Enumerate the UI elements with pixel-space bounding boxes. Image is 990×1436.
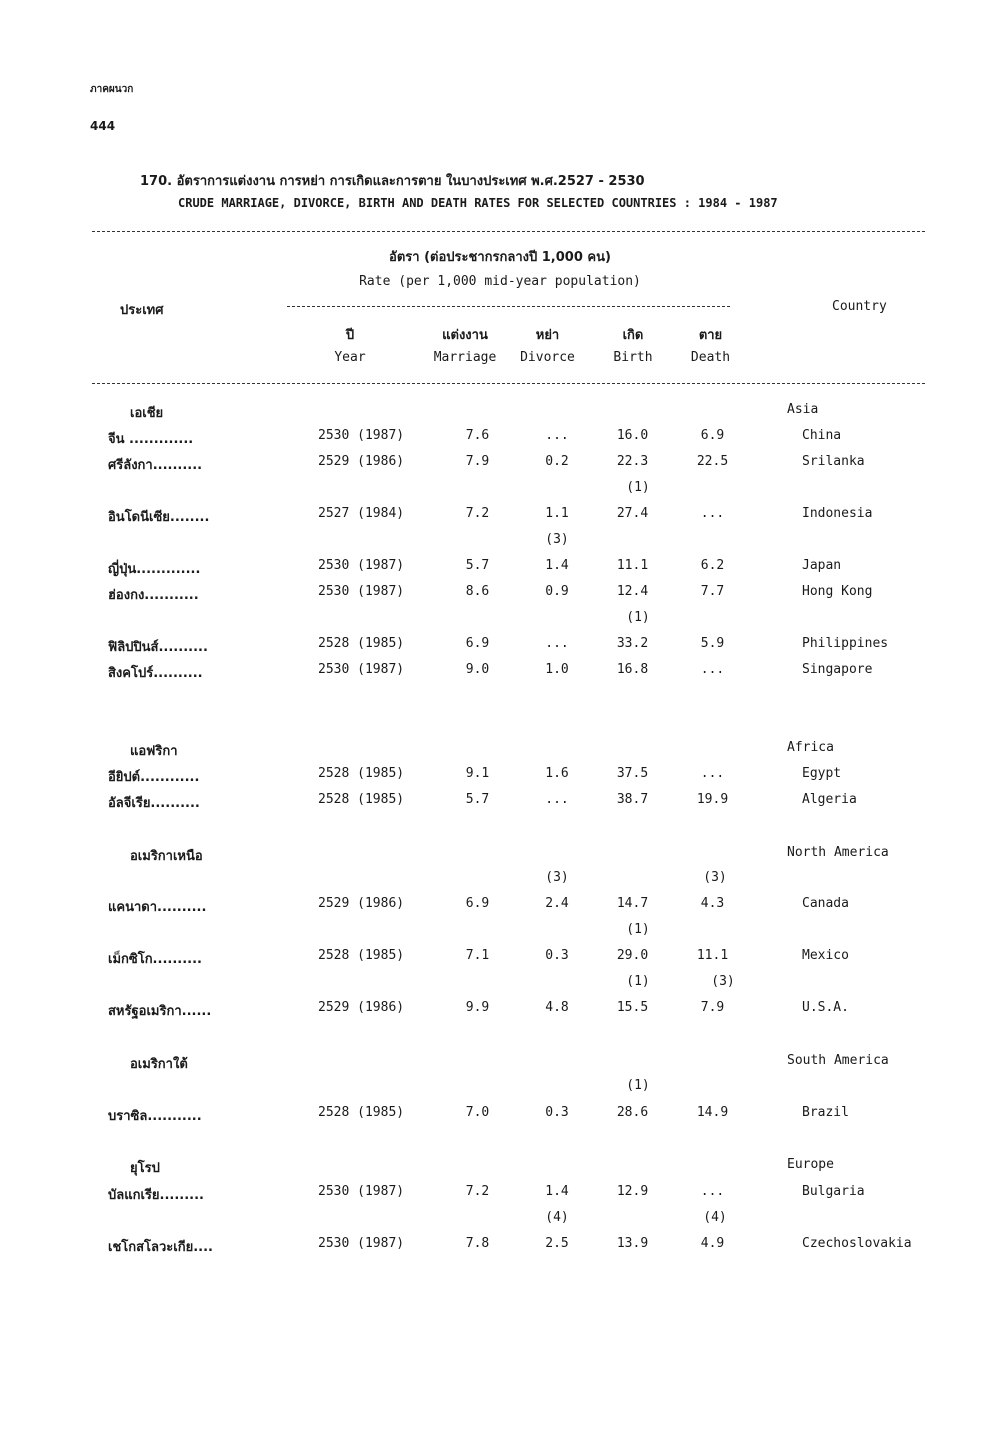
country-name-english: Canada [802,896,849,911]
country-name-english: China [802,428,842,443]
death-cell: 4.9 [700,1236,725,1251]
birth-cell: 27.4 [616,506,649,521]
marriage-header-english: Marriage [433,350,497,365]
rate-header-english: Rate (per 1,000 mid-year population) [359,274,641,289]
death-cell: 7.7 [700,584,725,599]
marriage-cell: 7.8 [465,1236,490,1251]
death-cell: 6.9 [700,428,725,443]
country-name-english: Egypt [802,766,842,781]
section-label: ภาคผนวก [90,84,134,95]
footnote-marker: (1) [626,1078,650,1093]
marriage-cell: 6.9 [465,636,490,651]
country-name-english: Indonesia [802,506,873,521]
death-header-thai: ตาย [698,328,723,343]
birth-cell: 37.5 [616,766,649,781]
death-cell: 7.9 [700,1000,725,1015]
death-cell: 22.5 [696,454,729,469]
marriage-cell: 9.9 [465,1000,490,1015]
country-name-english: Bulgaria [802,1184,865,1199]
country-name-english: U.S.A. [802,1000,849,1015]
table-title-thai: 170. อัตราการแต่งงาน การหย่า การเกิดและการตาย ในบางประเทศ พ.ศ.2527 - 2530 [140,174,645,189]
death-cell: 5.9 [700,636,725,651]
country-name-thai: ญี่ปุ่น............. [108,562,201,577]
region-thai: อเมริกาเหนือ [130,849,203,864]
birth-cell: 14.7 [616,896,649,911]
marriage-cell: 5.7 [465,792,490,807]
footnote-marker: (4) [545,1210,569,1225]
country-header-thai: ประเทศ [120,303,164,318]
country-name-thai: บัลแกเรีย......... [108,1188,204,1203]
country-name-thai: บราซิล........... [108,1109,202,1124]
table-title-english: CRUDE MARRIAGE, DIVORCE, BIRTH AND DEATH RATES FOR SELECTED COUNTRIES : 1984 - 1987 [178,196,778,210]
birth-cell: 33.2 [616,636,649,651]
divorce-cell: 1.6 [545,766,569,781]
marriage-cell: 7.9 [465,454,490,469]
birth-cell: 11.1 [616,558,649,573]
region-thai: อเมริกาใต้ [130,1057,188,1072]
marriage-cell: 7.2 [465,506,490,521]
marriage-cell: 7.1 [465,948,490,963]
country-name-english: Brazil [802,1105,849,1120]
country-name-english: Hong Kong [802,584,873,599]
birth-cell: 28.6 [616,1105,649,1120]
divorce-cell: 0.2 [545,454,569,469]
page-number: 444 [90,119,116,133]
region-thai: แอฟริกา [130,744,178,759]
country-name-thai: ศรีลังกา.......... [108,458,203,473]
birth-cell: 38.7 [616,792,649,807]
divorce-cell: 1.4 [545,1184,569,1199]
footnote-marker: (3) [711,974,735,989]
country-name-thai: สหรัฐอเมริกา...... [108,1004,212,1019]
top-rule [92,231,925,232]
marriage-cell: 7.6 [465,428,490,443]
country-name-thai: แคนาดา.......... [108,900,207,915]
footnote-marker: (4) [703,1210,727,1225]
footnote-marker: (3) [545,532,569,547]
footnote-marker: (1) [626,610,650,625]
birth-cell: 15.5 [616,1000,649,1015]
year-cell: 2530 (1987) [318,1184,405,1199]
death-cell: 14.9 [696,1105,729,1120]
divorce-header-thai: หย่า [535,328,560,343]
marriage-cell: 7.0 [465,1105,490,1120]
rate-header-thai: อัตรา (ต่อประชากรกลางปี 1,000 คน) [389,250,611,265]
divorce-header-english: Divorce [520,350,575,365]
footnote-marker: (1) [626,922,650,937]
divorce-cell: 4.8 [545,1000,569,1015]
year-cell: 2529 (1986) [318,454,405,469]
year-cell: 2528 (1985) [318,636,405,651]
divorce-cell: 0.3 [545,1105,569,1120]
death-cell: ... [700,506,725,521]
divorce-cell: 2.4 [545,896,569,911]
divorce-cell: ... [545,636,569,651]
birth-cell: 16.0 [616,428,649,443]
year-cell: 2528 (1985) [318,948,405,963]
header-rule [92,383,925,384]
marriage-cell: 9.0 [465,662,490,677]
footnote-marker: (3) [703,870,727,885]
divorce-cell: 1.0 [545,662,569,677]
country-name-english: Czechoslovakia [802,1236,912,1251]
death-cell: ... [700,766,725,781]
death-cell: 4.3 [700,896,725,911]
country-name-thai: เม็กซิโก.......... [108,952,202,967]
region-english: North America [787,845,889,860]
year-cell: 2528 (1985) [318,1105,405,1120]
year-header-english: Year [334,350,366,365]
marriage-header-thai: แต่งงาน [442,328,488,343]
year-cell: 2530 (1987) [318,584,405,599]
divorce-cell: 2.5 [545,1236,569,1251]
region-english: South America [787,1053,889,1068]
country-name-english: Algeria [802,792,857,807]
death-cell: ... [700,1184,725,1199]
year-cell: 2530 (1987) [318,662,405,677]
footnote-marker: (3) [545,870,569,885]
country-name-english: Mexico [802,948,849,963]
country-name-english: Singapore [802,662,873,677]
death-cell: 11.1 [696,948,729,963]
country-name-english: Srilanka [802,454,865,469]
divorce-cell: 1.4 [545,558,569,573]
year-cell: 2529 (1986) [318,1000,405,1015]
birth-cell: 29.0 [616,948,649,963]
country-name-thai: เชโกสโลวะเกีย.... [108,1240,213,1255]
marriage-cell: 8.6 [465,584,490,599]
country-name-thai: อัลจีเรีย.......... [108,796,200,811]
year-cell: 2529 (1986) [318,896,405,911]
country-name-english: Philippines [802,636,889,651]
region-english: Europe [787,1157,834,1172]
country-name-thai: สิงคโปร์.......... [108,666,203,681]
divorce-cell: ... [545,792,569,807]
year-cell: 2530 (1987) [318,428,405,443]
year-header-thai: ปี [345,328,355,343]
birth-cell: 16.8 [616,662,649,677]
region-thai: เอเชีย [130,406,164,421]
divorce-cell: 0.9 [545,584,569,599]
birth-header-english: Birth [613,350,653,365]
rate-rule [287,306,730,307]
marriage-cell: 6.9 [465,896,490,911]
birth-cell: 12.9 [616,1184,649,1199]
birth-header-thai: เกิด [622,328,644,343]
region-english: Africa [787,740,834,755]
divorce-cell: ... [545,428,569,443]
death-cell: 6.2 [700,558,725,573]
region-english: Asia [787,402,819,417]
country-name-thai: อียิปต์............ [108,770,200,785]
footnote-marker: (1) [626,974,650,989]
year-cell: 2530 (1987) [318,1236,405,1251]
marriage-cell: 5.7 [465,558,490,573]
divorce-cell: 1.1 [545,506,569,521]
death-header-english: Death [690,350,731,365]
country-name-thai: ฟิลิปปินส์.......... [108,640,208,655]
year-cell: 2528 (1985) [318,792,405,807]
marriage-cell: 9.1 [465,766,490,781]
year-cell: 2528 (1985) [318,766,405,781]
year-cell: 2527 (1984) [318,506,405,521]
death-cell: 19.9 [696,792,729,807]
marriage-cell: 7.2 [465,1184,490,1199]
year-cell: 2530 (1987) [318,558,405,573]
region-thai: ยุโรป [130,1161,160,1176]
country-name-thai: จีน ............. [108,432,194,447]
birth-cell: 12.4 [616,584,649,599]
divorce-cell: 0.3 [545,948,569,963]
country-name-english: Japan [802,558,842,573]
death-cell: ... [700,662,725,677]
country-name-thai: อินโดนีเซีย........ [108,510,210,525]
country-name-thai: ฮ่องกง........... [108,588,199,603]
country-header-english: Country [832,299,887,314]
birth-cell: 13.9 [616,1236,649,1251]
footnote-marker: (1) [626,480,650,495]
birth-cell: 22.3 [616,454,649,469]
